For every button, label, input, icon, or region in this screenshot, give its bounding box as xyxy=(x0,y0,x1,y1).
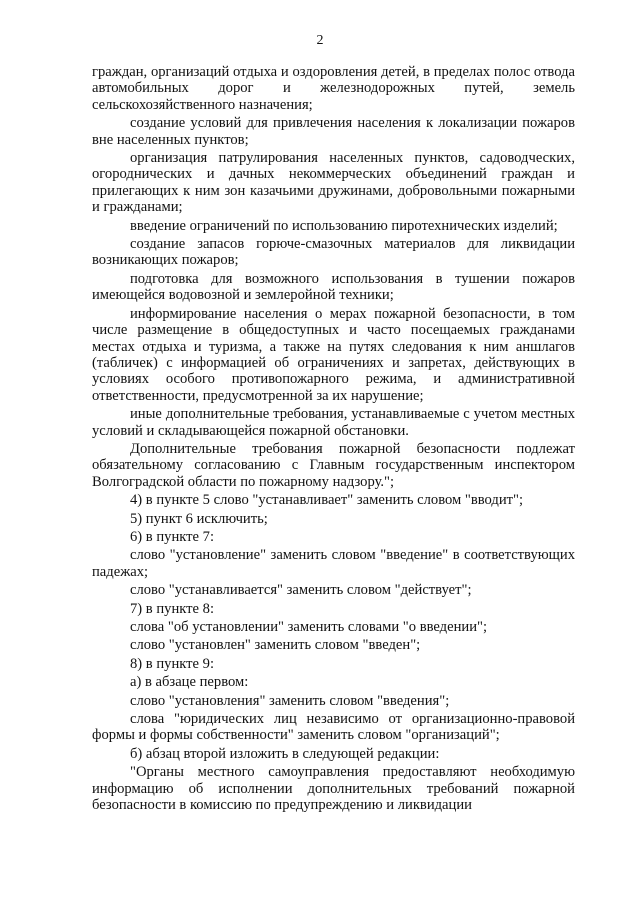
paragraph: 8) в пункте 9: xyxy=(130,655,215,672)
paragraph: слово "устанавливается" заменить словом "действует"; xyxy=(130,582,472,599)
paragraph: создание условий для привлечения населения к локализации пожаров вне населенных пунктов; xyxy=(92,115,575,148)
paragraph: а) в абзаце первом: xyxy=(130,674,249,691)
paragraph: 4) в пункте 5 слово "устанавливает" заменить словом "вводит"; xyxy=(130,492,524,509)
paragraph: 7) в пункте 8: xyxy=(130,600,215,617)
paragraph: создание запасов горюче-смазочных материалов для ликвидации возникающих пожаров; xyxy=(92,236,575,269)
paragraph: информирование населения о мерах пожарной безопасности, в том числе размещение в общедоступных и часто посещаемых гражданами местах отдыха и туризма, а также на путях следования к ним аншлагов (табличек) с информацией об ограничениях и запретах, действующих в условиях особого противопожарного режима, и административной ответственности, предусмотренной за их нарушение; xyxy=(92,305,575,404)
paragraph: "Органы местного самоуправления предоставляют необходимую информацию об исполнении дополнительных требований пожарной безопасности в комиссию по предупреждению и ликвидации xyxy=(92,764,575,814)
paragraph: Дополнительные требования пожарной безопасности подлежат обязательному согласованию с Главным государственным инспектором Волгоградской области по пожарному надзору."; xyxy=(92,440,575,490)
document-body xyxy=(92,64,575,815)
paragraph: 5) пункт 6 исключить; xyxy=(130,510,268,527)
paragraph: слово "установление" заменить словом "введение" в соответствующих падежах; xyxy=(92,547,575,580)
paragraph: слово "установлен" заменить словом "введен"; xyxy=(130,637,421,654)
paragraph: 6) в пункте 7: xyxy=(130,528,215,545)
paragraph: граждан, организаций отдыха и оздоровления детей, в пределах полос отвода автомобильных дорог и железнодорожных путей, земель сельскохозяйственного назначения; xyxy=(92,64,575,113)
paragraph: подготовка для возможного использования в тушении пожаров имеющейся водовозной и землеройной техники; xyxy=(92,270,575,304)
paragraph: слова "об установлении" заменить словами "о введении"; xyxy=(130,619,488,635)
paragraph: организация патрулирования населенных пунктов, садоводческих, огороднических и дачных некоммерческих объединений граждан и прилегающих к ним зон казачьими дружинами, добровольными пожарными и гражданами; xyxy=(92,150,575,216)
page-number: 2 xyxy=(316,33,324,48)
paragraph: иные дополнительные требования, устанавливаемые с учетом местных условий и складывающейся пожарной обстановки. xyxy=(92,406,575,439)
paragraph: слова "юридических лиц независимо от организационно-правовой формы и формы собственности" заменить словом "организаций"; xyxy=(92,711,575,744)
paragraph: введение ограничений по использованию пиротехнических изделий; xyxy=(130,217,558,234)
paragraph: б) абзац второй изложить в следующей редакции: xyxy=(130,745,440,762)
paragraph: слово "установления" заменить словом "введения"; xyxy=(130,692,450,709)
